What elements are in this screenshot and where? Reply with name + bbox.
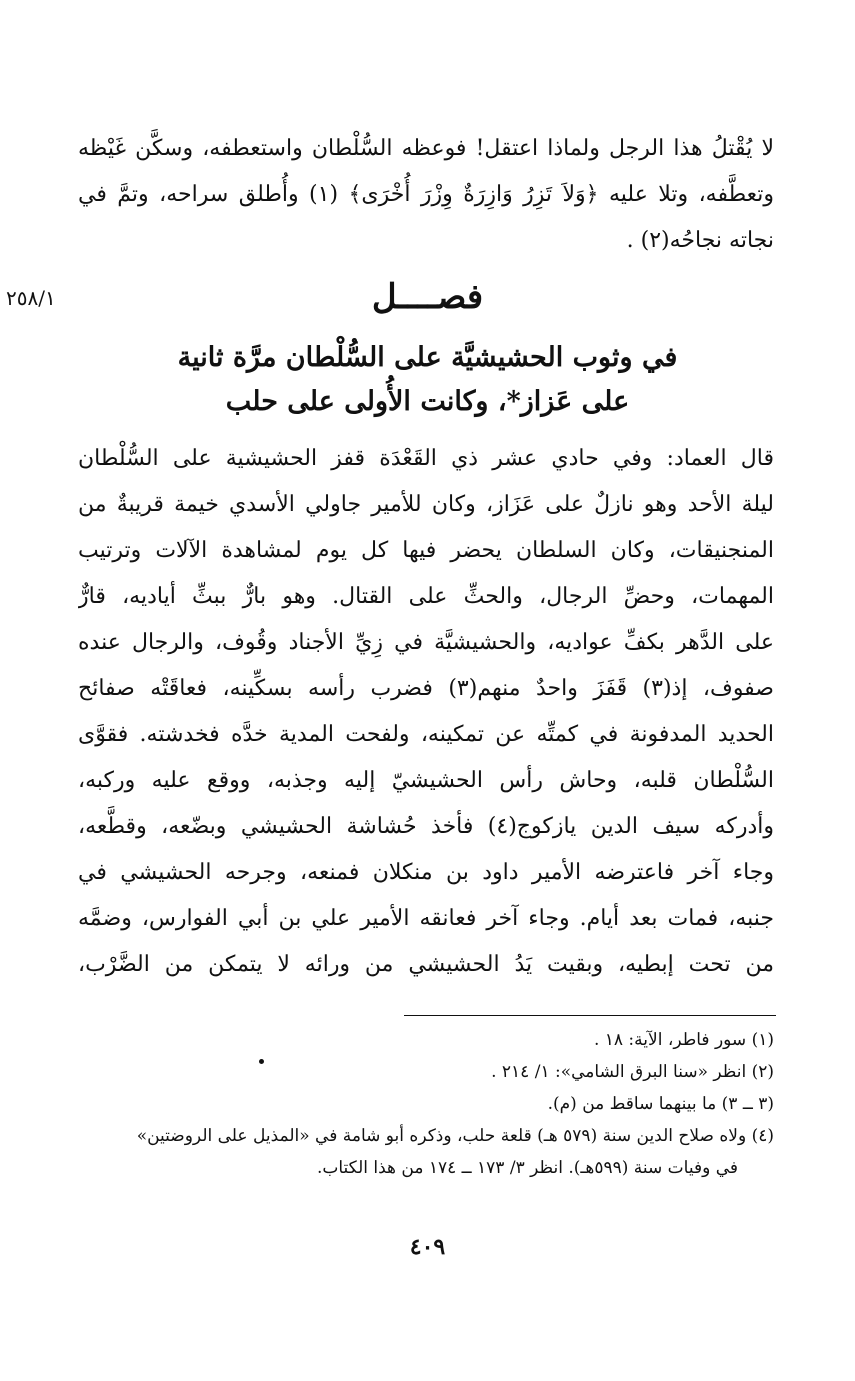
footnote: (٣ ــ ٣) ما بينهما ساقط من (م). [547,1094,774,1114]
footnote: (٢) انظر «سنا البرق الشامي»: ١/ ٢١٤ . [491,1062,774,1082]
text-line: جنبه، فمات بعد أيام. وجاء آخر فعانقه الأمير علي بن أبي الفوارس، وضمَّه [78,906,774,931]
text-line: نجاته نجاحُه(٢) . [626,228,774,253]
text-line: ليلة الأحد وهو نازلٌ على عَزَاز، وكان للأمير جاولي الأسدي خيمة قريبةٌ من [78,492,774,517]
text-line: الحديد المدفونة في كمتِّه عن تمكينه، ولفحت المدية خدَّه فخدشته. فقوَّى [78,722,774,747]
section-heading-line: على عَزاز*، وكانت الأُولى على حلب [225,386,630,417]
footnote: (١) سور فاطر، الآية: ١٨ . [593,1030,774,1050]
section-title: فصــــل [371,277,484,317]
footnote-continuation: في وفيات سنة (٥٩٩هـ). انظر ٣/ ١٧٣ ــ ١٧٤ من هذا الكتاب. [316,1158,738,1178]
print-speck [259,1059,264,1064]
section-heading-line: في وثوب الحشيشيَّة على السُّلْطان مرَّة ثانية [177,342,678,373]
text-line: وتعطَّفه، وتلا عليه ﴿وَلاَ تَزِرُ وَازِرَةٌ وِزْرَ أُخْرَى﴾ (١) وأُطلق سراحه، وتمَّ في [78,182,774,207]
text-line: وأدركه سيف الدين يازكوج(٤) فأخذ حُشاشة الحشيشي وبضّعه، وقطَّعه، [78,814,774,839]
text-line: السُّلْطان قلبه، وحاش رأس الحشيشيّ إليه وجذبه، ووقع عليه وركبه، [78,768,774,793]
margin-reference: ٢٥٨/١ [6,286,56,310]
text-line: لا يُقْتلُ هذا الرجل ولماذا اعتقل! فوعظه السُّلْطان واستعطفه، وسكَّن غَيْظه [78,136,774,161]
footnote: (٤) ولاه صلاح الدين سنة (٥٧٩ هـ) قلعة حلب، وذكره أبو شامة في «المذيل على الروضتين» [136,1126,774,1146]
text-line: وجاء آخر فاعترضه الأمير داود بن منكلان فمنعه، وجرحه الحشيشي في [78,860,774,885]
footnote-separator [404,1015,776,1016]
intro-paragraph [78,126,774,264]
text-line: المنجنيقات، وكان السلطان يحضر فيها كل يوم لمشاهدة الآلات وترتيب [78,538,774,563]
footnotes [78,1024,774,1184]
text-line: من تحت إبطيه، وبقيت يَدُ الحشيشي من ورائه لا يتمكن من الضَّرْب، [78,952,774,977]
page-number: ٤٠٩ [409,1234,446,1260]
body-paragraph [78,436,774,988]
text-line: على الدَّهر بكفِّ عواديه، والحشيشيَّة في زِيِّ الأجناد وقُوف، والرجال عنده [78,630,774,655]
text-line: المهمات، وحضِّ الرجال، والحثِّ على القتال. وهو بارٌّ ببثِّ أياديه، قارٌّ [78,584,774,609]
text-line: قال العماد: وفي حادي عشر ذي القَعْدَة قفز الحشيشية على السُّلْطان [78,446,774,471]
text-line: صفوف، إذ(٣) قَفَزَ واحدٌ منهم(٣) فضرب رأسه بسكِّينه، فعاقَتْه صفائح [78,676,774,701]
